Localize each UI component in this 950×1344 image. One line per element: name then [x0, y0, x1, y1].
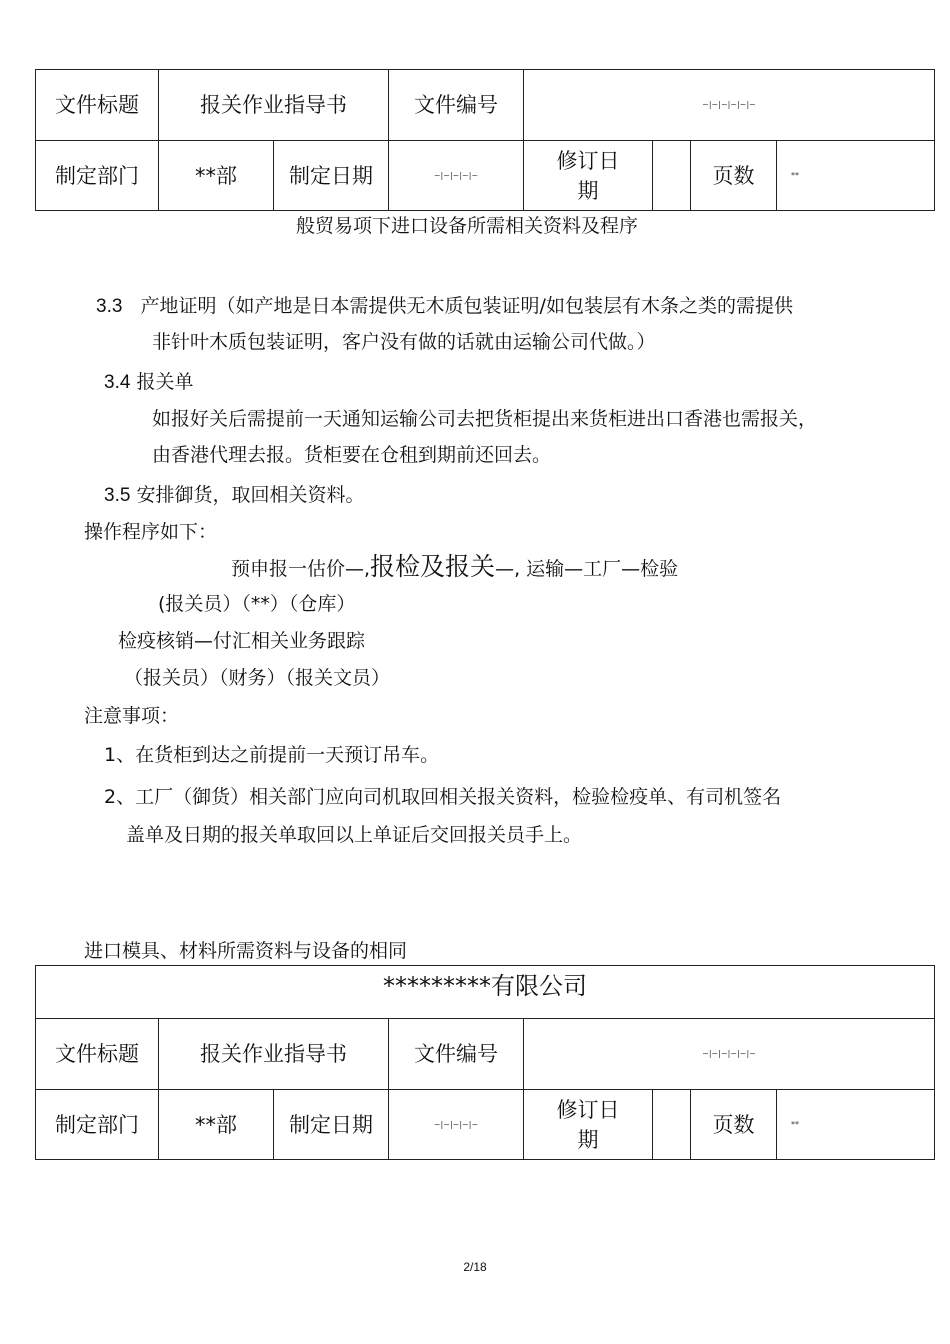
- doc-number-value: ~|~|~|~|~|~: [524, 1019, 935, 1090]
- item-3-4-title: 3.4 报关单: [104, 371, 194, 393]
- item-3-3-line1: 3.3 产地证明（如产地是日本需提供无木质包装证明/如包装层有木条之类的需提供: [96, 295, 793, 317]
- date-label: 制定日期: [274, 1090, 389, 1160]
- note-2-line2: 盖单及日期的报关单取回以上单证后交回报关员手上。: [126, 824, 583, 846]
- pages-value: **: [777, 141, 935, 211]
- doc-title-value: 报关作业指导书: [159, 70, 389, 141]
- date-value: ~|~|~|~|~: [389, 1090, 524, 1160]
- item-3-3-line2: 非针叶木质包装证明，客户没有做的话就由运输公司代做。）: [152, 331, 656, 353]
- notes-heading: 注意事项：: [84, 705, 180, 727]
- mold-note: 进口模具、材料所需资料与设备的相同: [84, 940, 408, 962]
- procedure-flow-2-roles: （报关员）（财务）（报关文员）: [124, 667, 391, 689]
- dept-value: **部: [159, 141, 274, 211]
- section-heading: 般贸易项下进口设备所需相关资料及程序: [296, 215, 639, 237]
- company-name: *********有限公司: [36, 966, 935, 1019]
- doc-title-value: 报关作业指导书: [159, 1019, 389, 1090]
- dept-value: **部: [159, 1090, 274, 1160]
- doc-number-label: 文件编号: [389, 1019, 524, 1090]
- dept-label: 制定部门: [36, 141, 159, 211]
- date-value: ~|~|~|~|~: [389, 141, 524, 211]
- procedure-flow-2: 检疫核销—付汇相关业务跟踪: [118, 630, 366, 652]
- dept-label: 制定部门: [36, 1090, 159, 1160]
- doc-number-label: 文件编号: [389, 70, 524, 141]
- header-table: [35, 69, 935, 211]
- footer-table: [35, 965, 935, 1160]
- date-label: 制定日期: [274, 141, 389, 211]
- revision-date-value: [653, 141, 691, 211]
- item-3-4-line1: 如报好关后需提前一天通知运输公司去把货柜提出来货柜进出口香港也需报关，: [152, 408, 818, 430]
- note-2-line1: 2、工厂（御货）相关部门应向司机取回相关报关资料，检验检疫单、有司机签名: [104, 786, 782, 808]
- pages-label: 页数: [691, 141, 777, 211]
- doc-title-label: 文件标题: [36, 70, 159, 141]
- pages-label: 页数: [691, 1090, 777, 1160]
- procedure-flow-1-roles: (报关员）（**）（仓库）: [158, 593, 356, 615]
- procedure-flow-1: 预申报一估价—,报检及报关—, 运输—工厂—检验: [231, 552, 679, 581]
- revision-date-label: 修订日 期: [524, 1090, 653, 1160]
- item-3-4-line2: 由香港代理去报。货柜要在仓租到期前还回去。: [152, 444, 552, 466]
- doc-title-label: 文件标题: [36, 1019, 159, 1090]
- revision-date-label: 修订日 期: [524, 141, 653, 211]
- note-1: 1、在货柜到达之前提前一天预订吊车。: [104, 744, 440, 766]
- page-number: 2/18: [463, 1260, 487, 1274]
- revision-date-value: [653, 1090, 691, 1160]
- doc-number-value: ~|~|~|~|~|~: [524, 70, 935, 141]
- pages-value: **: [777, 1090, 935, 1160]
- procedure-heading: 操作程序如下：: [84, 521, 218, 543]
- item-3-5: 3.5 安排御货，取回相关资料。: [104, 484, 365, 506]
